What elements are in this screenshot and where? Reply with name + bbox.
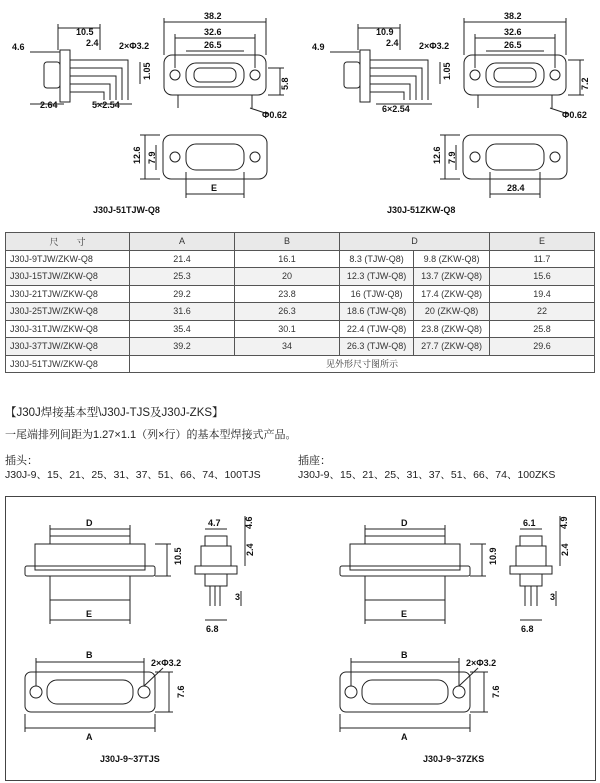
dim-e-r: 28.4 — [507, 183, 525, 193]
section-heading: 【J30J焊接基本型\J30J-TJS及J30J-ZKS】 — [5, 407, 224, 419]
dim-side-bottom-l: 6.8 — [206, 624, 219, 634]
cell-b: 16.1 — [235, 250, 340, 268]
dim-flange-h-l: 7.6 — [176, 685, 186, 698]
table-row — [6, 355, 595, 373]
dim-left-d-r: 1.05 — [442, 62, 452, 80]
socket-models: J30J-9、15、21、25、31、37、51、66、74、100ZKS — [298, 469, 556, 481]
dim-width-r: 38.2 — [504, 11, 522, 21]
caption-zks: J30J-9~37ZKS — [423, 754, 485, 764]
dim-d-r: D — [401, 518, 408, 528]
dim-side-w-l: 4.7 — [208, 518, 221, 528]
dim-h-r: 10.9 — [488, 547, 498, 565]
cell-d1: 16 (TJW-Q8) — [340, 285, 414, 303]
dim-bottom-a: 2.64 — [40, 100, 58, 110]
dim-side-pin-r: 3 — [550, 592, 556, 602]
dim-pin-r: Φ0.62 — [562, 110, 587, 120]
dim-height-b: 7.9 — [147, 151, 157, 164]
cell-e: 15.6 — [490, 268, 595, 286]
cell-d1: 12.3 (TJW-Q8) — [340, 268, 414, 286]
cell-a: 31.6 — [130, 303, 235, 321]
dim-side-mid-r: 2.4 — [560, 543, 570, 556]
cell-b: 34 — [235, 338, 340, 356]
cell-e: 11.7 — [490, 250, 595, 268]
dim-h-l: 10.5 — [173, 547, 183, 565]
cell-a: 35.4 — [130, 320, 235, 338]
dim-bottom-b-r: 6×2.54 — [382, 104, 410, 114]
drawing-tjs-zks — [5, 496, 594, 779]
cell-a: 25.3 — [130, 268, 235, 286]
cell-model: J30J-31TJW/ZKW-Q8 — [6, 320, 130, 338]
dim-holes-r: 2×Φ3.2 — [419, 41, 450, 51]
cell-b: 26.3 — [235, 303, 340, 321]
cell-model: J30J-25TJW/ZKW-Q8 — [6, 303, 130, 321]
dim-left-c-r: 4.9 — [312, 42, 325, 52]
header-size: 尺 寸 — [6, 233, 130, 251]
cell-note: 见外形尺寸图所示 — [130, 355, 595, 373]
table-row — [6, 338, 595, 356]
cell-d1: 26.3 (TJW-Q8) — [340, 338, 414, 356]
dim-side-pin-l: 3 — [235, 592, 241, 602]
dim-opening: 26.5 — [204, 40, 222, 50]
header-a: A — [130, 233, 235, 251]
socket-label: 插座： — [298, 455, 331, 467]
cell-e: 19.4 — [490, 285, 595, 303]
dim-side-top-l: 4.6 — [244, 516, 254, 529]
caption-51tjw: J30J-51TJW-Q8 — [93, 205, 160, 215]
cell-e: 22 — [490, 303, 595, 321]
dim-height-b-r: 7.9 — [447, 151, 457, 164]
table-row — [6, 268, 595, 286]
dim-height-a-r: 12.6 — [432, 146, 442, 164]
table-header-row — [6, 233, 595, 251]
cell-model: J30J-37TJW/ZKW-Q8 — [6, 338, 130, 356]
dim-left-c: 4.6 — [12, 42, 25, 52]
dim-e-l: E — [86, 609, 93, 619]
dim-side-top-r: 4.9 — [559, 516, 569, 529]
cell-d1: 18.6 (TJW-Q8) — [340, 303, 414, 321]
cell-model: J30J-21TJW/ZKW-Q8 — [6, 285, 130, 303]
dim-flange-h-r: 7.6 — [491, 685, 501, 698]
cell-e: 25.8 — [490, 320, 595, 338]
dim-width: 38.2 — [204, 11, 222, 21]
dim-left-a: 10.5 — [76, 27, 94, 37]
cell-d2: 9.8 (ZKW-Q8) — [414, 250, 490, 268]
dim-holes-r: 2×Φ3.2 — [466, 658, 497, 668]
header-e: E — [490, 233, 595, 251]
dim-b-r: B — [401, 650, 408, 660]
cell-a: 39.2 — [130, 338, 235, 356]
dim-side-mid-l: 2.4 — [245, 543, 255, 556]
dim-side-w-r: 6.1 — [523, 518, 536, 528]
dim-left-d: 1.05 — [142, 62, 152, 80]
cell-d2: 23.8 (ZKW-Q8) — [414, 320, 490, 338]
cell-d2: 17.4 (ZKW-Q8) — [414, 285, 490, 303]
dim-pin: Φ0.62 — [262, 110, 287, 120]
cell-b: 20 — [235, 268, 340, 286]
cell-d1: 8.3 (TJW-Q8) — [340, 250, 414, 268]
dim-e-r: E — [401, 609, 408, 619]
cell-d2: 13.7 (ZKW-Q8) — [414, 268, 490, 286]
header-b: B — [235, 233, 340, 251]
section-description: 一尾端排列间距为1.27×1.1（列×行）的基本型焊接式产品。 — [5, 429, 297, 441]
dim-left-a-r: 10.9 — [376, 27, 394, 37]
dim-a-r: A — [401, 732, 408, 742]
dim-height-a: 12.6 — [132, 146, 142, 164]
dim-a-l: A — [86, 732, 93, 742]
dim-d-l: D — [86, 518, 93, 528]
cell-d2: 27.7 (ZKW-Q8) — [414, 338, 490, 356]
dim-b-l: B — [86, 650, 93, 660]
cell-model: J30J-51TJW/ZKW-Q8 — [6, 355, 130, 373]
plug-models: J30J-9、15、21、25、31、37、51、66、74、100TJS — [5, 469, 261, 481]
dimension-table — [5, 232, 595, 373]
dim-left-b-r: 2.4 — [386, 38, 399, 48]
table-row — [6, 285, 595, 303]
caption-tjs: J30J-9~37TJS — [100, 754, 160, 764]
caption-51zkw: J30J-51ZKW-Q8 — [387, 205, 456, 215]
dim-holes-l: 2×Φ3.2 — [151, 658, 182, 668]
cell-d2: 20 (ZKW-Q8) — [414, 303, 490, 321]
dim-holes: 2×Φ3.2 — [119, 41, 150, 51]
plug-label: 插头： — [5, 455, 38, 467]
table-row — [6, 250, 595, 268]
dim-pitch: 32.6 — [204, 27, 222, 37]
cell-d1: 22.4 (TJW-Q8) — [340, 320, 414, 338]
table-row — [6, 320, 595, 338]
cell-model: J30J-9TJW/ZKW-Q8 — [6, 250, 130, 268]
dim-pitch-r: 32.6 — [504, 27, 522, 37]
drawing-51zkw — [300, 0, 600, 228]
dim-side-bottom-r: 6.8 — [521, 624, 534, 634]
cell-a: 29.2 — [130, 285, 235, 303]
dim-left-b: 2.4 — [86, 38, 99, 48]
cell-a: 21.4 — [130, 250, 235, 268]
dim-right-a-r: 7.2 — [580, 77, 590, 90]
cell-b: 30.1 — [235, 320, 340, 338]
dim-opening-r: 26.5 — [504, 40, 522, 50]
cell-model: J30J-15TJW/ZKW-Q8 — [6, 268, 130, 286]
cell-e: 29.6 — [490, 338, 595, 356]
table-row — [6, 303, 595, 321]
dim-e: E — [211, 183, 218, 193]
cell-b: 23.8 — [235, 285, 340, 303]
dim-bottom-b: 5×2.54 — [92, 100, 120, 110]
drawing-51tjw — [0, 0, 300, 228]
header-d: D — [340, 233, 490, 251]
dim-right-a: 5.8 — [280, 77, 290, 90]
